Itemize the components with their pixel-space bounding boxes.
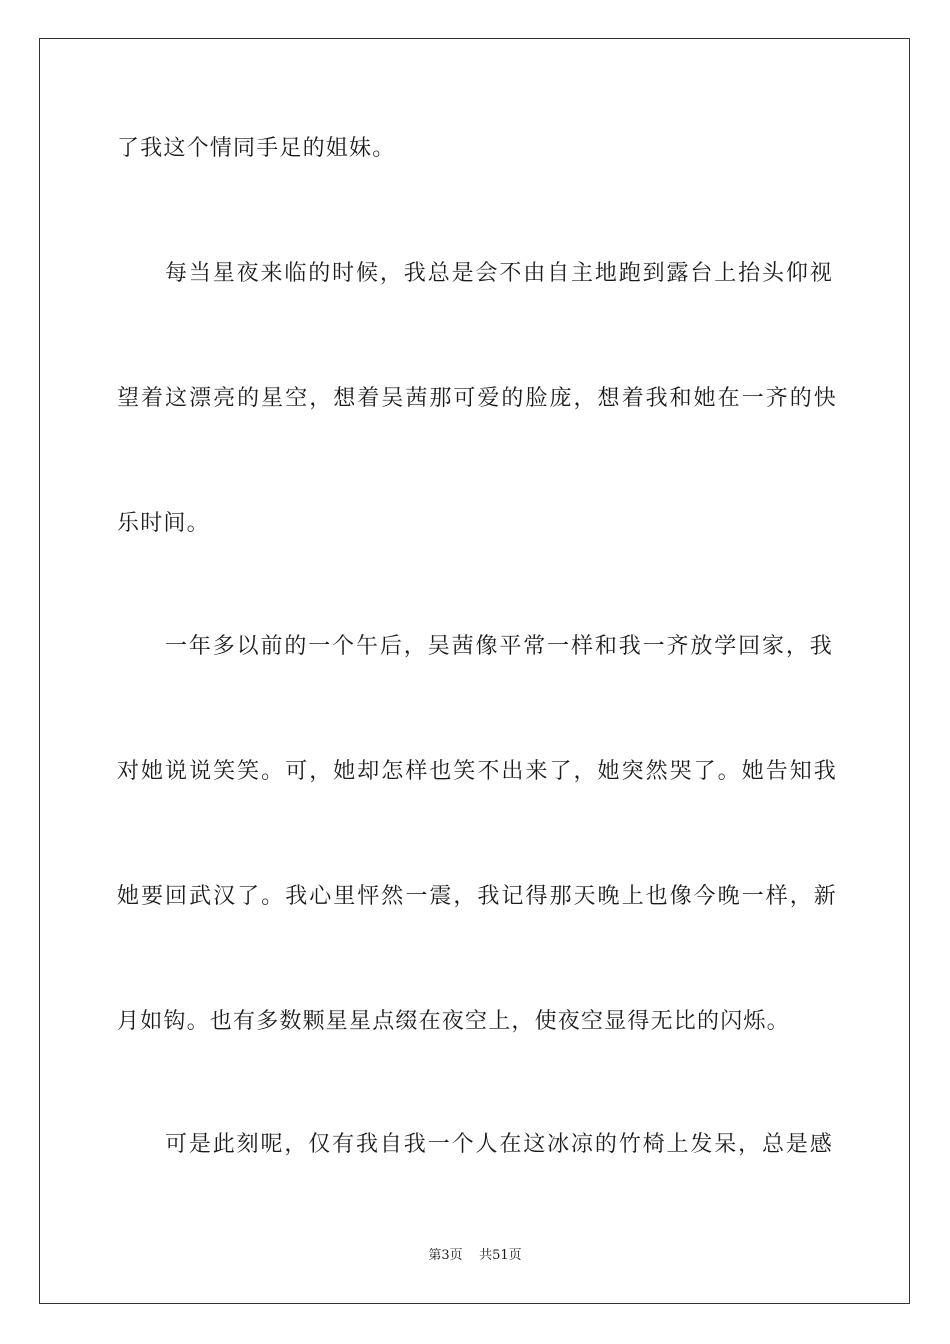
page-number: 第3页: [428, 1248, 463, 1263]
text-line: 了我这个情同手足的姐妹。: [117, 136, 396, 161]
text-line: 对她说说笑笑。可，她却怎样也笑不出来了，她突然哭了。她告知我: [117, 759, 837, 784]
page-border: [39, 38, 910, 1304]
text-line: 望着这漂亮的星空，想着吴茜那可爱的脸庞，想着我和她在一齐的快: [117, 386, 837, 411]
text-line: 月如钩。也有多数颗星星点缀在夜空上，使夜空显得无比的闪烁。: [117, 1009, 790, 1034]
text-line: 每当星夜来临的时候，我总是会不由自主地跑到露台上抬头仰视: [165, 261, 833, 286]
page-total: 共51页: [479, 1248, 522, 1263]
page-footer: [0, 1247, 950, 1265]
text-line: 她要回武汉了。我心里怦然一震，我记得那天晚上也像今晚一样，新: [117, 884, 837, 909]
text-line: 一年多以前的一个午后，吴茜像平常一样和我一齐放学回家，我: [165, 634, 833, 659]
text-line: 可是此刻呢，仅有我自我一个人在这冰凉的竹椅上发呆，总是感: [165, 1132, 833, 1157]
text-line: 乐时间。: [117, 511, 210, 536]
